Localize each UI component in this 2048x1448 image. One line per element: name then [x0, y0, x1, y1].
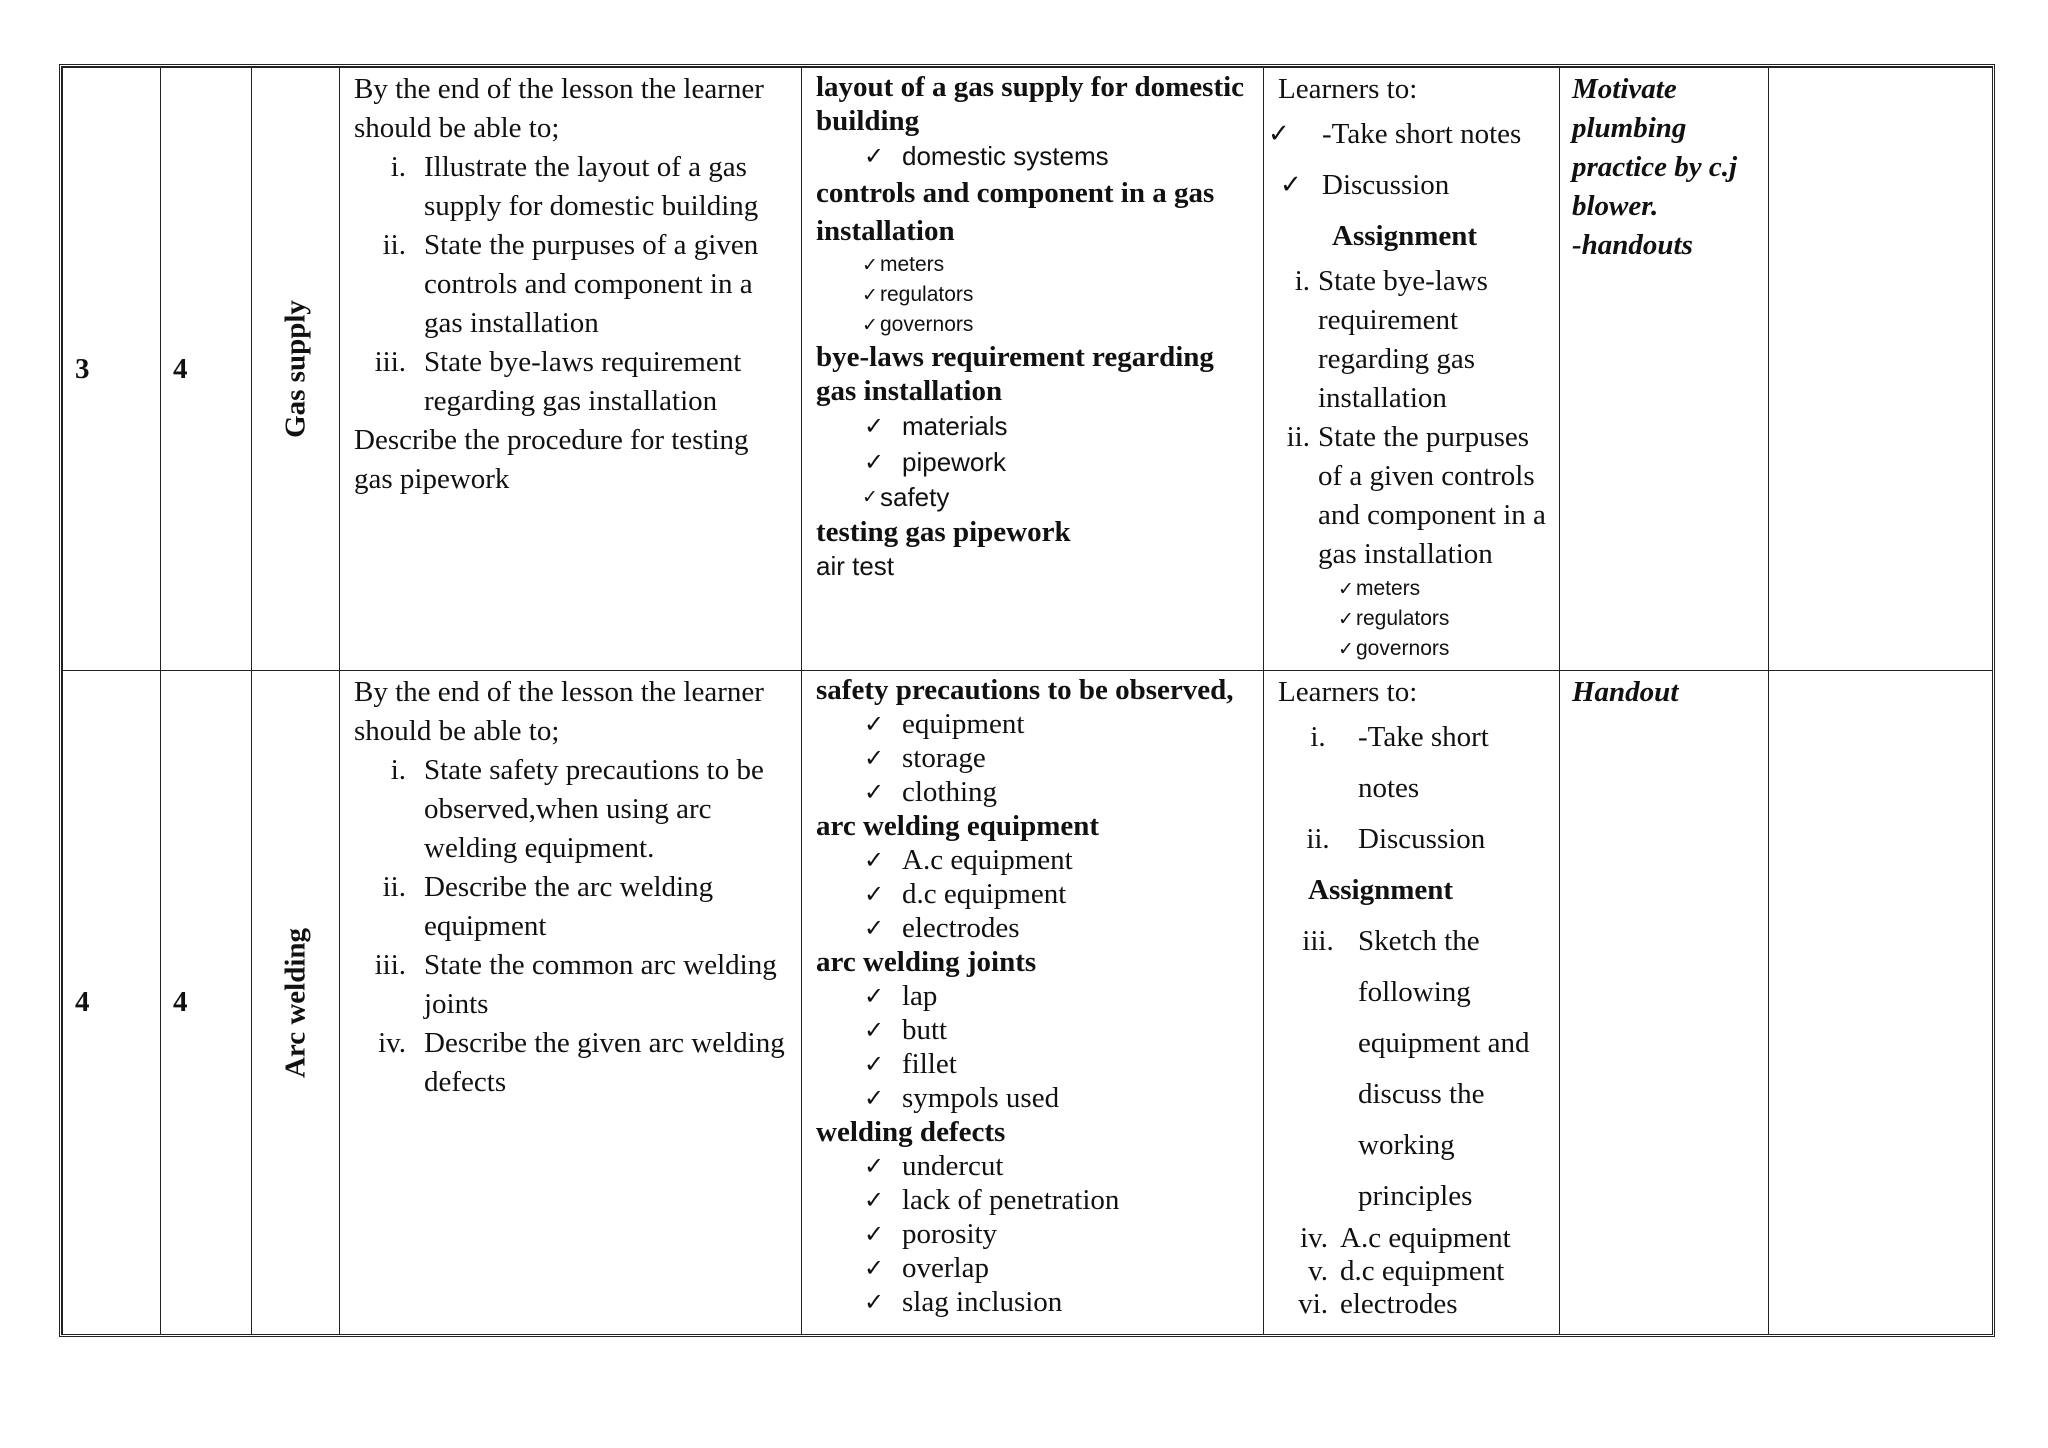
- week-cell: 3: [63, 68, 161, 671]
- assignment-task: iii. Sketch the following equipment and discuss the working principles: [1302, 925, 1530, 1212]
- content-item: ✓ fillet: [816, 1047, 1253, 1081]
- content-item: ✓ lack of penetration: [816, 1183, 1253, 1217]
- assignment-subitem: vi. electrodes: [1298, 1288, 1458, 1320]
- activity-item: ii. Discussion: [1306, 823, 1486, 855]
- content-heading: testing gas pipework: [816, 516, 1071, 548]
- content-item: ✓ domestic systems: [816, 138, 1253, 174]
- content-item: ✓ clothing: [816, 775, 1253, 809]
- content-item: ✓ porosity: [816, 1217, 1253, 1251]
- content-item: ✓ butt: [816, 1013, 1253, 1047]
- assignment-subitem: ✓ governors: [1278, 634, 1549, 664]
- assignment-heading: Assignment: [1332, 220, 1478, 252]
- content-item: ✓ undercut: [816, 1149, 1253, 1183]
- objective-item: ii. State the purpuses of a given controls and component in a gas installation: [382, 229, 759, 339]
- objective-item: i. Illustrate the layout of a gas supply for domestic building: [390, 151, 759, 222]
- content-item: ✓ storage: [816, 741, 1253, 775]
- content-item: ✓ sympols used: [816, 1081, 1253, 1115]
- resource-item: Handout: [1572, 676, 1679, 708]
- activity-item: ✓ -Take short notes: [1278, 109, 1549, 160]
- objective-item: ii. Describe the arc welding equipment: [382, 871, 714, 942]
- topic-label: Gas supply: [279, 300, 311, 438]
- content-item: ✓ electrodes: [816, 911, 1253, 945]
- content-item: ✓ equipment: [816, 707, 1253, 741]
- topic-cell: [252, 671, 340, 1335]
- content-heading: controls and component in a gas installation: [816, 177, 1215, 247]
- topic-label: Arc welding: [279, 927, 311, 1078]
- content-item: ✓ safety: [816, 480, 1253, 515]
- topic-cell: [252, 68, 340, 671]
- assignment-task: ii. State the purpuses of a given controls and component in a gas installation: [1286, 421, 1546, 570]
- activity-item: i. -Take short notes: [1310, 721, 1489, 804]
- objectives-intro: By the end of the lesson the learner should be able to;: [354, 676, 764, 747]
- content-item: ✓ governors: [816, 310, 1253, 340]
- lesson-cell: 4: [161, 68, 252, 671]
- week-cell: 4: [63, 671, 161, 1335]
- objectives-extra: Describe the procedure for testing gas pipework: [354, 424, 749, 495]
- check-icon: ✓: [862, 486, 878, 508]
- content-heading: bye-laws requirement regarding gas installation: [816, 341, 1214, 407]
- activities-intro: Learners to:: [1278, 676, 1418, 708]
- assignment-heading: Assignment: [1308, 874, 1454, 906]
- content-item: ✓ materials: [816, 408, 1253, 444]
- content-item: ✓ d.c equipment: [816, 877, 1253, 911]
- activities-cell: [1264, 671, 1560, 1335]
- resource-item: Motivate plumbing practice by c.j blower.: [1572, 73, 1738, 222]
- objective-item: iii. State the common arc welding joints: [374, 949, 777, 1020]
- objective-item: i. State safety precautions to be observed,when using arc welding equipment.: [390, 754, 764, 864]
- assignment-subitem: ✓ regulators: [1278, 604, 1549, 634]
- content-cell: [802, 68, 1264, 671]
- content-item: air test: [816, 551, 895, 581]
- content-item: ✓ A.c equipment: [816, 843, 1253, 877]
- content-heading: arc welding joints: [816, 946, 1037, 978]
- content-item: ✓ slag inclusion: [816, 1285, 1253, 1319]
- content-item: ✓ regulators: [816, 280, 1253, 310]
- activities-cell: [1264, 68, 1560, 671]
- content-heading: arc welding equipment: [816, 810, 1100, 842]
- activity-item: ✓ Discussion: [1278, 160, 1549, 211]
- resources-cell: [1560, 68, 1769, 671]
- content-cell: [802, 671, 1264, 1335]
- content-heading: welding defects: [816, 1116, 1006, 1148]
- content-item: ✓ overlap: [816, 1251, 1253, 1285]
- objectives-cell: [340, 68, 802, 671]
- content-item: ✓ pipework: [816, 444, 1253, 480]
- remarks-cell: [1769, 68, 1993, 671]
- content-item: ✓ lap: [816, 979, 1253, 1013]
- content-heading: layout of a gas supply for domestic building: [816, 71, 1245, 137]
- objectives-cell: [340, 671, 802, 1335]
- assignment-subitem: v. d.c equipment: [1308, 1255, 1505, 1287]
- content-heading: safety precautions to be observed,: [816, 674, 1234, 706]
- assignment-task: i. State bye-laws requirement regarding gas installation: [1294, 265, 1488, 414]
- lesson-cell: 4: [161, 671, 252, 1335]
- objective-item: iii. State bye-laws requirement regarding gas installation: [374, 346, 742, 417]
- resources-cell: [1560, 671, 1769, 1335]
- content-item: ✓ meters: [816, 250, 1253, 280]
- objectives-intro: By the end of the lesson the learner should be able to;: [354, 73, 764, 144]
- table-row: [63, 68, 1993, 671]
- table-row: [63, 671, 1993, 1335]
- activities-intro: Learners to:: [1278, 73, 1418, 105]
- assignment-subitem: iv. A.c equipment: [1300, 1222, 1511, 1254]
- objective-item: iv. Describe the given arc welding defects: [378, 1027, 785, 1098]
- scheme-of-work-table: [62, 67, 1993, 1335]
- resource-item: -handouts: [1572, 229, 1693, 261]
- remarks-cell: [1769, 671, 1993, 1335]
- assignment-subitem: ✓ meters: [1278, 574, 1549, 604]
